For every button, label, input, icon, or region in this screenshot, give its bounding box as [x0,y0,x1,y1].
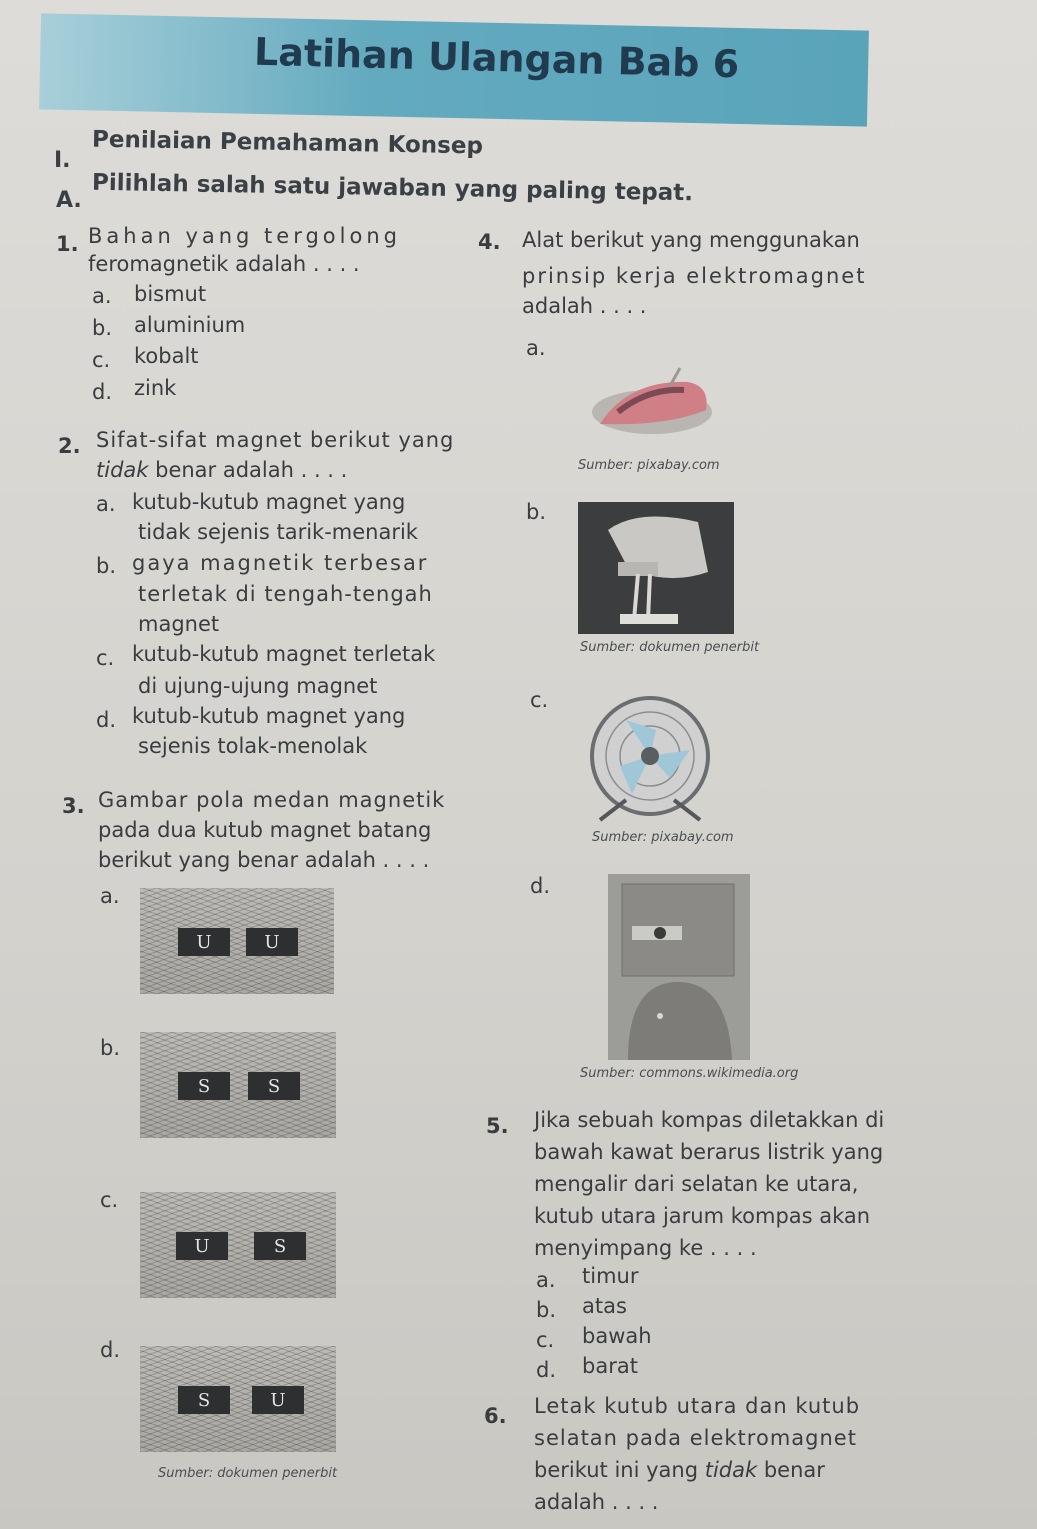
q5-option-a: timur [582,1264,639,1288]
q4-option-b-label: b. [526,500,547,524]
q2-option-b-line1: gaya magnetik terbesar [132,551,429,575]
q6-stem-line3b: benar [757,1458,825,1482]
magnet-pole-left: S [178,1072,230,1100]
q1-stem-line2: feromagnetik adalah . . . . [88,252,360,276]
q2-option-a-line1: kutub-kutub magnet yang [132,490,406,514]
q2-option-c-line1: kutub-kutub magnet terletak [132,642,436,666]
q2-stem-line1: Sifat-sifat magnet berikut yang [96,428,455,452]
q1-stem-line1: Bahan yang tergolong [88,224,401,248]
q3-option-d-figure [140,1346,336,1452]
q5-option-c: bawah [582,1324,652,1348]
bell-image [608,874,750,1060]
q4-option-b-source: Sumber: dokumen penerbit [580,640,760,655]
q3-number: 3. [62,794,85,818]
q6-stem-emphasis: tidak [704,1458,758,1482]
q4-option-c-label: c. [530,688,549,712]
magnet-pole-right: U [252,1386,304,1414]
q1-option-c-label: c. [92,348,111,372]
magnet-pole-left: U [176,1232,228,1260]
q1-option-b-label: b. [92,316,113,340]
q2-option-b-line2: terletak di tengah-tengah [138,582,433,606]
q5-option-a-label: a. [536,1268,556,1292]
q5-stem-line1: Jika sebuah kompas diletakkan di [534,1108,885,1132]
q2-option-c-label: c. [96,646,115,670]
q3-option-c-figure [140,1192,336,1298]
mixer-image [578,502,734,634]
magnet-pole-right: S [254,1232,306,1260]
q5-stem-line2: bawah kawat berarus listrik yang [534,1140,884,1164]
magnet-pole-right: S [248,1072,300,1100]
q4-option-d-source: Sumber: commons.wikimedia.org [580,1066,799,1081]
q1-option-a: bismut [134,282,207,306]
q4-number: 4. [478,230,501,254]
q1-option-b: aluminium [134,313,246,337]
q5-option-d-label: d. [536,1358,557,1382]
q3-stem-line3: berikut yang benar adalah . . . . [98,848,430,872]
q1-number: 1. [56,232,79,256]
q2-option-d-line2: sejenis tolak-menolak [138,734,368,758]
q1-option-d: zink [134,376,177,400]
q4-stem-line2: prinsip kerja elektromagnet [522,264,867,288]
section-number: I. [54,148,71,173]
magnet-pole-left: S [178,1386,230,1414]
q3-option-c-label: c. [100,1188,119,1212]
q5-option-c-label: c. [536,1328,555,1352]
q2-option-d-line1: kutub-kutub magnet yang [132,704,406,728]
q5-stem-line3: mengalir dari selatan ke utara, [534,1172,859,1196]
q1-option-a-label: a. [92,284,112,308]
q4-option-a-source: Sumber: pixabay.com [578,458,720,473]
q2-option-d-label: d. [96,708,117,732]
subsection-letter: A. [56,188,82,213]
fan-image [586,690,716,830]
q5-option-d: barat [582,1354,638,1378]
q3-option-a-label: a. [100,884,120,908]
q5-option-b: atas [582,1294,627,1318]
q5-number: 5. [486,1114,509,1138]
q2-stem-emphasis: tidak [96,458,149,482]
q5-option-b-label: b. [536,1298,557,1322]
q6-number: 6. [484,1404,507,1428]
q4-option-c-source: Sumber: pixabay.com [592,830,734,845]
q2-number: 2. [58,434,81,458]
q4-stem-line3: adalah . . . . [522,294,647,318]
q3-option-b-label: b. [100,1036,121,1060]
magnet-pole-left: U [178,928,230,956]
q3-stem-line2: pada dua kutub magnet batang [98,818,432,842]
q1-option-c: kobalt [134,344,199,368]
q3-option-d-label: d. [100,1338,121,1362]
q1-option-d-label: d. [92,380,113,404]
q6-stem-line4: adalah . . . . [534,1490,659,1514]
q2-option-b-line3: magnet [138,612,220,636]
q2-option-a-line2: tidak sejenis tarik-menarik [138,520,418,544]
q2-option-b-label: b. [96,554,117,578]
q6-stem-line2: selatan pada elektromagnet [534,1426,857,1450]
q3-option-a-figure [140,888,334,994]
q4-stem-line1: Alat berikut yang menggunakan [522,228,860,252]
q4-option-a-label: a. [526,336,546,360]
q2-option-a-label: a. [96,492,116,516]
subsection-title: Pilihlah salah satu jawaban yang paling tepat. [91,169,694,207]
q4-option-d-label: d. [530,874,551,898]
magnet-pole-right: U [246,928,298,956]
q3-option-b-figure [140,1032,336,1138]
q3-figure-source: Sumber: dokumen penerbit [158,1466,338,1481]
q6-stem-line3a: berikut ini yang [534,1458,705,1482]
q3-stem-line1: Gambar pola medan magnetik [98,788,446,812]
q5-stem-line5: menyimpang ke . . . . [534,1236,757,1260]
chapter-title: Latihan Ulangan Bab 6 [253,29,740,87]
q2-option-c-line2: di ujung-ujung magnet [138,674,378,698]
q2-stem-line2: benar adalah . . . . [148,458,348,482]
section-title: Penilaian Pemahaman Konsep [91,126,484,160]
q6-stem-line1: Letak kutub utara dan kutub [534,1394,861,1418]
iron-image [588,352,718,448]
q5-stem-line4: kutub utara jarum kompas akan [534,1204,871,1228]
